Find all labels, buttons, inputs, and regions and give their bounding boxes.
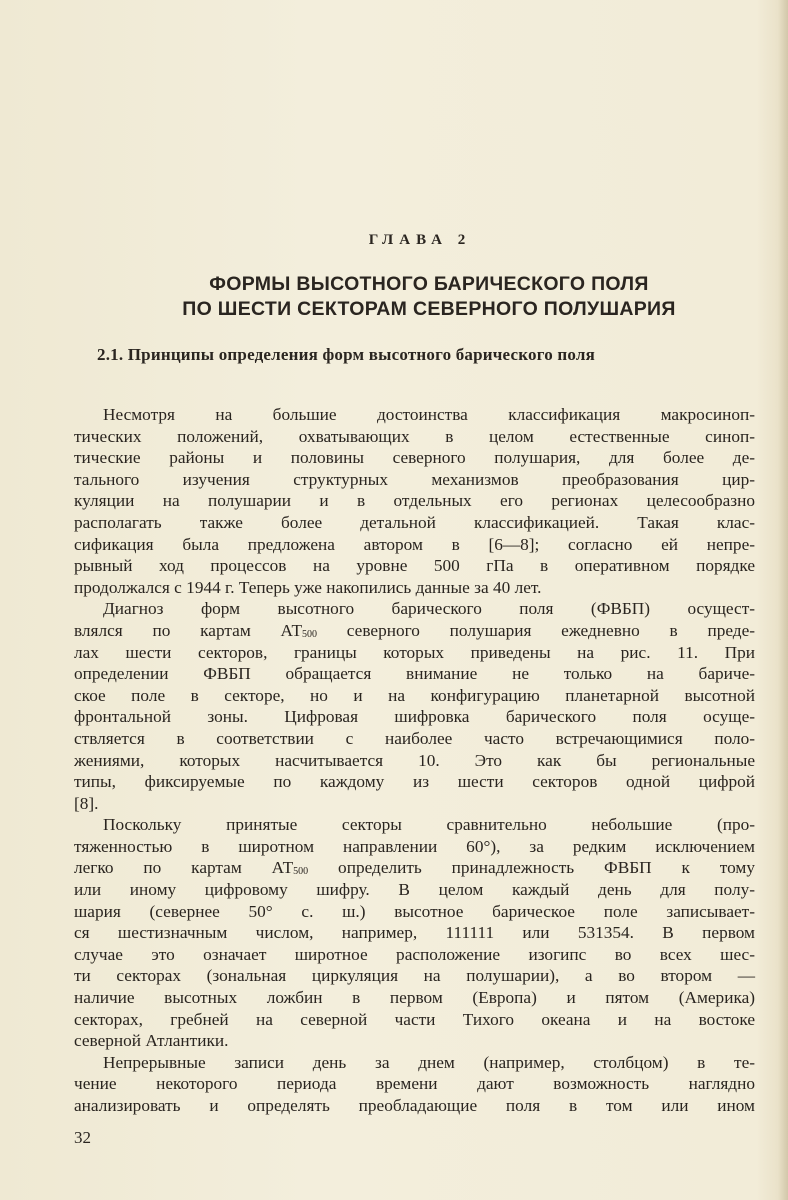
text-line: случае это означает широтное расположение изогипс во всех шес-: [74, 944, 755, 964]
text-line: располагать также более детальной классификацией. Такая клас-: [74, 512, 755, 532]
page-edge-shadow: [778, 0, 788, 1200]
text-line: ское поле в секторе, но и на конфигурацию планетарной высотной: [74, 685, 755, 705]
text-line: наличие высотных ложбин в первом (Европа) и пятом (Америка): [74, 988, 755, 1008]
text-line: сификация была предложена автором в [6—8]; согласно ей непре-: [74, 534, 755, 554]
text-fragment: северного полушария ежедневно в преде-: [317, 620, 755, 640]
chapter-title: [0, 272, 788, 322]
text-line: тических положений, охватывающих в целом естественные синоп-: [74, 426, 755, 446]
subscript-500: 500: [302, 628, 318, 640]
text-line: [74, 620, 755, 642]
text-line: шария (севернее 50° с. ш.) высотное барическое поле записывает-: [74, 901, 755, 921]
text-line: ствляется в соответствии с наиболее часто встречающимися поло-: [74, 728, 755, 748]
text-fragment: легко по картам АТ: [74, 858, 294, 878]
text-line: тального изучения структурных механизмов преобразования цир-: [74, 469, 755, 489]
text-line: Несмотря на большие достоинства классификация макросиноп-: [103, 405, 755, 424]
body-text: [74, 404, 755, 1117]
text-line: типы, фиксируемые по каждому из шести секторов одной цифрой: [74, 772, 755, 792]
text-line: рывный ход процессов на уровне 500 гПа в оперативном порядке: [74, 556, 755, 576]
subscript-500: 500: [293, 866, 309, 878]
text-line: тические районы и половины северного полушария, для более де-: [74, 448, 755, 468]
text-line: Непрерывные записи день за днем (например, столбцом) в те-: [103, 1052, 755, 1072]
text-line: куляции на полушарии и в отдельных его регионах целесообразно: [74, 491, 755, 511]
text-line: Диагноз форм высотного барического поля (ФВБП) осущест-: [103, 599, 755, 619]
text-line: тяженностью в широтном направлении 60°), за редким исключением: [74, 836, 755, 856]
text-line: лах шести секторов, границы которых приведены на рис. 11. При: [74, 642, 755, 662]
section-title: 2.1. Принципы определения форм высотного барического поля: [97, 345, 595, 364]
text-line: чение некоторого периода времени дают возможность наглядно: [74, 1074, 755, 1094]
chapter-label: ГЛАВА 2: [368, 232, 472, 248]
text-fragment: влялся по картам АТ: [74, 620, 303, 640]
text-line: [74, 857, 755, 879]
text-line: северной Атлантики.: [74, 1031, 229, 1051]
text-line: определении ФВБП обращается внимание не только на бариче-: [74, 664, 755, 684]
text-line: продолжался с 1944 г. Теперь уже накопились данные за 40 лет.: [74, 577, 542, 597]
text-line: ся шестизначным числом, например, 111111 или 531354. В первом: [74, 923, 755, 943]
text-line: жениями, которых насчитывается 10. Это как бы региональные: [74, 750, 755, 770]
chapter-title-line: ФОРМЫ ВЫСОТНОГО БАРИЧЕСКОГО ПОЛЯ: [209, 273, 649, 295]
text-fragment: определить принадлежность ФВБП к тому: [308, 858, 755, 878]
text-line: или иному цифровому шифру. В целом каждый день для полу-: [74, 880, 755, 900]
text-line: фронтальной зоны. Цифровая шифровка барического поля осуще-: [74, 707, 755, 727]
text-line: Поскольку принятые секторы сравнительно небольшие (про-: [103, 815, 755, 835]
chapter-title-line: ПО ШЕСТИ СЕКТОРАМ СЕВЕРНОГО ПОЛУШАРИЯ: [182, 298, 676, 320]
text-line: ти секторах (зональная циркуляция на полушарии), а во втором —: [74, 966, 755, 986]
text-line: анализировать и определять преобладающие поля в том или ином: [74, 1096, 755, 1115]
page-number: 32: [74, 1128, 91, 1147]
text-line: [8].: [74, 793, 99, 813]
text-line: секторах, гребней на северной части Тихого океана и на востоке: [74, 1009, 755, 1029]
